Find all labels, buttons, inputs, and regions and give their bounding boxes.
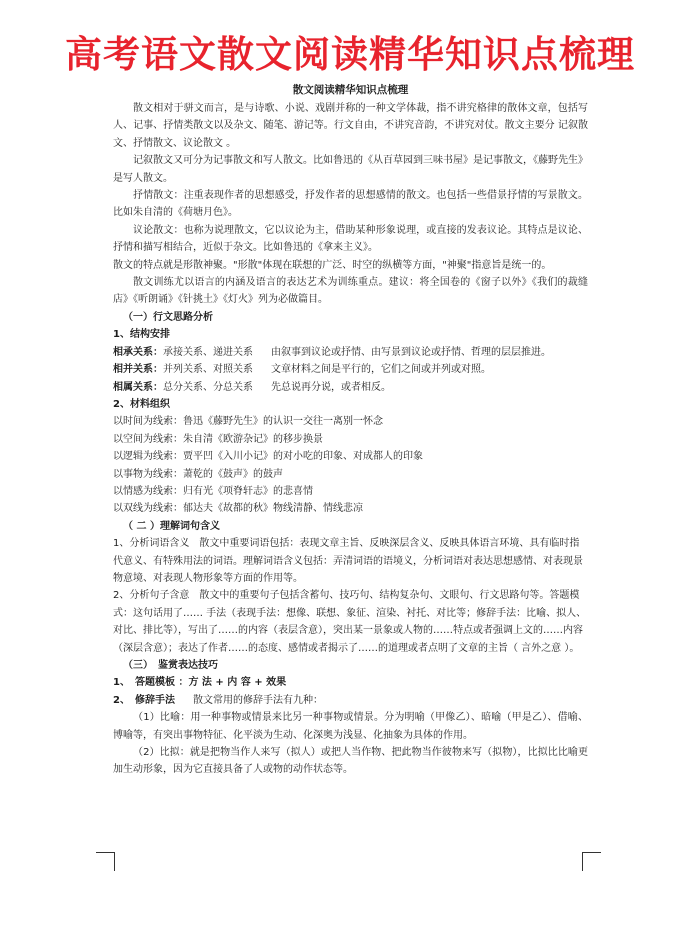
rhetoric-text: 散文常用的修辞手法有九种： bbox=[192, 694, 323, 706]
answer-template: 1、 答题模板 ：方 法 + 内 容 + 效果 bbox=[113, 677, 287, 689]
clue-label: 以空间为线索： bbox=[113, 433, 183, 445]
intro-paragraph-1: 散文相对于骈文而言，是与诗歌、小说、戏剧并称的一种文学体裁，指不讲究格律的散体文章，包括写人、记事、抒情类散文以及杂文、随笔、游记等。行文自由，不讲究音韵，不讲究对仗。散文主要分 记叙散文、抒情散文、议论散文 。 bbox=[113, 103, 588, 149]
clue-label: 以情感为线索： bbox=[113, 485, 183, 497]
metaphor-paragraph: （1）比喻：用一种事物或情景来比另一种事物或情景。分为明喻（甲像乙）、暗喻（甲是乙）、借喻、博喻等，有突出事物特征、化平淡为生动、化深奥为浅显、化抽象为具体的作用。 bbox=[113, 712, 588, 741]
personification-paragraph: （2）比拟：就是把物当作人来写（拟人）或把人当作物、把此物当作彼物来写（拟物），比拟比比喻更加生动形象，因为它直接具备了人或物的动作状态等。 bbox=[113, 747, 588, 776]
clue-row bbox=[113, 500, 588, 517]
clue-label: 以逻辑为线索： bbox=[113, 451, 183, 463]
intro-paragraph-2: 记叙散文又可分为记事散文和写人散文。比如鲁迅的《从百草园到三味书屋》是记事散文，《藤野先生》是写人散文。 bbox=[113, 155, 588, 184]
relation-desc: 先总说再分说，或者相反。 bbox=[271, 381, 391, 393]
relation-label: 相承关系： bbox=[113, 346, 163, 358]
clue-row bbox=[113, 466, 588, 483]
clue-text: 贾平凹《入川小记》的对小吃的印象、对成都人的印象 bbox=[183, 451, 423, 463]
relation-label: 相并关系： bbox=[113, 364, 163, 376]
structure-heading: 1、结构安排 bbox=[113, 329, 170, 341]
clue-label: 以时间为线索： bbox=[113, 416, 183, 428]
intro-paragraph-3: 抒情散文：注重表现作者的思想感受，抒发作者的思想感情的散文。也包括一些借景抒情的写景散文。比如朱自清的《荷塘月色》。 bbox=[113, 190, 588, 219]
relation-types: 并列关系、对照关系 bbox=[163, 364, 253, 376]
intro-paragraph-4: 议论散文：也称为说理散文，它以议论为主，借助某种形象说理，或直接的发表议论。其特点是议论、抒情和描写相结合，近似于杂文。比如鲁迅的《拿来主义》。 bbox=[113, 224, 588, 254]
relation-label: 相属关系： bbox=[113, 381, 163, 393]
clue-row bbox=[113, 431, 588, 448]
banner-title: 高考语文散文阅读精华知识点梳理 bbox=[65, 33, 635, 76]
relation-desc: 文章材料之间是平行的，它们之间或并列或对照。 bbox=[271, 364, 491, 376]
document-title: 散文阅读精华知识点梳理 bbox=[292, 84, 409, 96]
clue-row bbox=[113, 413, 588, 430]
relation-desc: 由叙事到议论或抒情、由写景到议论或抒情、哲理的层层推进。 bbox=[271, 346, 551, 358]
word-meaning-paragraph: 1、分析词语含义 散文中重要词语包括：表现文章主旨、反映深层含义、反映具体语言环境、具有临时指代意义、有特殊用法的词语。理解词语含义包括：弄清词语的语境义，分析词语对表达思想感情、对表现景物意境、对表现人物形象等方面的作用等。 bbox=[113, 538, 583, 584]
sentence-meaning-paragraph: 2、分析句子含意 散文中的重要句子包括含蓄句、技巧句、结构复杂句、文眼句、行文思路句等。答题模式：这句话用了…… 手法（表现手法：想像、联想、象征、渲染、衬托、对比等；修辞手法：比喻、拟人、对比、排比等），写出了……的内容（表层含意），突出某一景象或人物的……特点或者强调上文的……内容（深层含意）；表达了作者……的态度、感情或者揭示了……的道理或者点明了文章的主旨（ 言外之意 ）。 bbox=[113, 590, 587, 654]
clue-row bbox=[113, 448, 588, 465]
clue-text: 鲁迅《藤野先生》的认识一交往一离别一怀念 bbox=[183, 416, 383, 428]
crop-mark-left bbox=[96, 852, 115, 871]
section-1-heading: （一）行文思路分析 bbox=[123, 311, 213, 323]
section-3-heading: （三） 鉴赏表达技巧 bbox=[123, 660, 218, 671]
clue-row bbox=[113, 483, 588, 500]
training-paragraph: 散文训练尤以语言的内涵及语言的表达艺术为训练重点。建议：将全国卷的《窗子以外》《我们的裁缝店》《听朗诵》《针挑土》《灯火》列为必做篇目。 bbox=[113, 277, 588, 306]
document-body bbox=[113, 81, 588, 779]
crop-mark-right bbox=[582, 852, 601, 871]
clue-text: 萧乾的《鼓声》的鼓声 bbox=[183, 468, 283, 480]
relation-row bbox=[113, 361, 588, 378]
rhetoric-row bbox=[113, 692, 588, 709]
relation-types: 总分关系、分总关系 bbox=[163, 381, 253, 393]
clue-label: 以事物为线索： bbox=[113, 468, 183, 480]
relation-row bbox=[113, 344, 588, 361]
rhetoric-heading: 2、 修辞手法 bbox=[113, 694, 175, 706]
relation-types: 承接关系、递进关系 bbox=[163, 346, 253, 358]
clue-text: 郁达夫《故都的秋》物线清静、情线悲凉 bbox=[183, 503, 363, 515]
material-heading: 2、材料组织 bbox=[113, 398, 170, 410]
section-2-heading: （ 二 ）理解词句含义 bbox=[123, 520, 220, 532]
clue-label: 以双线为线索： bbox=[113, 503, 183, 515]
relation-row bbox=[113, 379, 588, 396]
feature-paragraph: 散文的特点就是形散神聚。"形散"体现在联想的广泛、时空的纵横等方面，"神聚"指意旨是统一的。 bbox=[113, 259, 552, 271]
clue-text: 朱自清《欧游杂记》的移步换景 bbox=[183, 433, 323, 445]
clue-text: 归有光《项脊轩志》的悲喜情 bbox=[183, 485, 313, 497]
